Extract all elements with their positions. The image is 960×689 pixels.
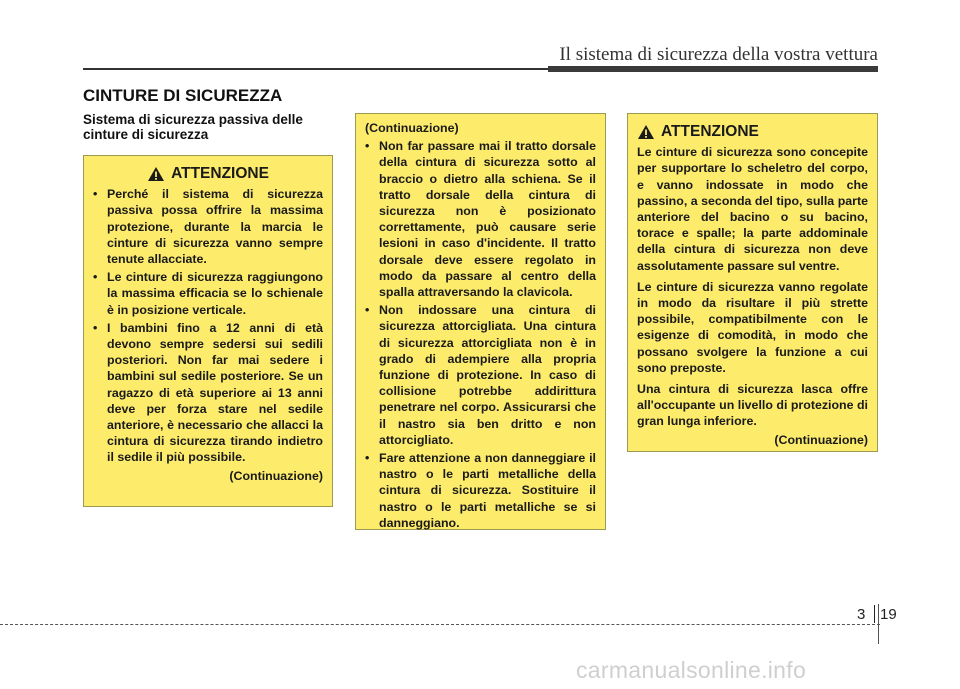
- warning-title: ATTENZIONE: [171, 165, 269, 182]
- list-item: • Non indossare una cintura di sicurezza attorcigliata. Una cintura di sicurezza attorcigliata non è in grado di adempiere alla propria funzione di protezione. In caso di collisione potrebbe addirittura penetrare nel corpo. Assicurarsi che il nastro sia ben dritto e non attorcigliato.: [365, 303, 596, 447]
- bullet-icon: •: [365, 139, 370, 154]
- bullet-icon: •: [93, 320, 98, 335]
- list-item: • Perché il sistema di sicurezza passiva possa offrire la massima protezione, durante la marcia le cinture di sicurezza vanno sempre tenute allacciate.: [93, 187, 323, 267]
- warning-triangle-icon: [147, 166, 165, 182]
- warning-box-1: [83, 155, 333, 507]
- warning-box-3: [627, 113, 878, 452]
- warning-list: [93, 186, 323, 465]
- continued-header: (Continuazione): [365, 121, 459, 135]
- watermark: carmanualsonline.info: [576, 657, 807, 683]
- warning-paragraph: Le cinture di sicurezza sono concepite per supportare lo scheletro del corpo, e vanno indossate in modo che passino, a seconda del tipo, sulla parte anteriore del bacino o su bacino, torace e spalle; la parte addominale della cintura di sicurezza non deve assolutamente passare sul ventre.: [637, 145, 868, 273]
- header-rule-accent: [548, 66, 878, 72]
- list-item: • Non far passare mai il tratto dorsale della cintura di sicurezza sotto al braccio o dietro alla schiena. Se il tratto dorsale della cintura di sicurezza non è posizionato correttamente, può causare serie lesioni in caso d'incidente. Il tratto dorsale deve essere regolato in modo da passare al centro della spalla attraversando la clavicola.: [365, 139, 596, 300]
- warning-paragraph: Una cintura di sicurezza lasca offre all'occupante un livello di protezione di gran lunga inferiore.: [637, 382, 868, 429]
- running-header: Il sistema di sicurezza della vostra vettura: [559, 44, 878, 65]
- footer-rule: [0, 624, 880, 625]
- chapter-number: 3: [857, 606, 866, 623]
- warning-list: [365, 138, 596, 531]
- warning-triangle-icon: [637, 124, 655, 140]
- warning-title: ATTENZIONE: [661, 123, 759, 140]
- list-item: • Le cinture di sicurezza raggiungono la massima efficacia se lo schienale è in posizione verticale.: [93, 270, 323, 317]
- bullet-icon: •: [365, 303, 370, 318]
- warning-box-2: [355, 113, 606, 530]
- bullet-icon: •: [93, 270, 98, 285]
- footer-vertical-rule: [878, 604, 879, 644]
- list-item: • Fare attenzione a non danneggiare il nastro o le parti metalliche della cintura di sicurezza. Sostituire il nastro o le parti metalliche se si danneggiano.: [365, 451, 596, 530]
- bullet-icon: •: [93, 187, 98, 202]
- continued-label: (Continuazione): [229, 468, 323, 483]
- warning-header: [93, 166, 323, 182]
- page-number: 19: [880, 606, 897, 623]
- subsection-title: Sistema di sicurezza passiva delle cinture di sicurezza: [83, 112, 303, 142]
- bullet-icon: •: [365, 451, 370, 466]
- warning-header: [637, 124, 868, 140]
- section-title: CINTURE DI SICUREZZA: [83, 86, 283, 105]
- warning-paragraph: Le cinture di sicurezza vanno regolate in modo da risultare il più strette possibile, compatibilmente con le esigenze di comodità, in modo che possano svolgere la funzione a cui sono preposte.: [637, 279, 868, 375]
- list-item: • I bambini fino a 12 anni di età devono sempre sedersi sui sedili posteriori. Non far mai sedere i bambini sul sedile posteriore. Se un ragazzo di età superiore ai 13 anni deve per forza stare nel sedile anteriore, è necessario che allacci la cintura di sicurezza tirando indietro il sedile il più possibile.: [93, 320, 323, 465]
- continued-label: (Continuazione): [774, 432, 868, 447]
- page-number-divider: [874, 605, 875, 623]
